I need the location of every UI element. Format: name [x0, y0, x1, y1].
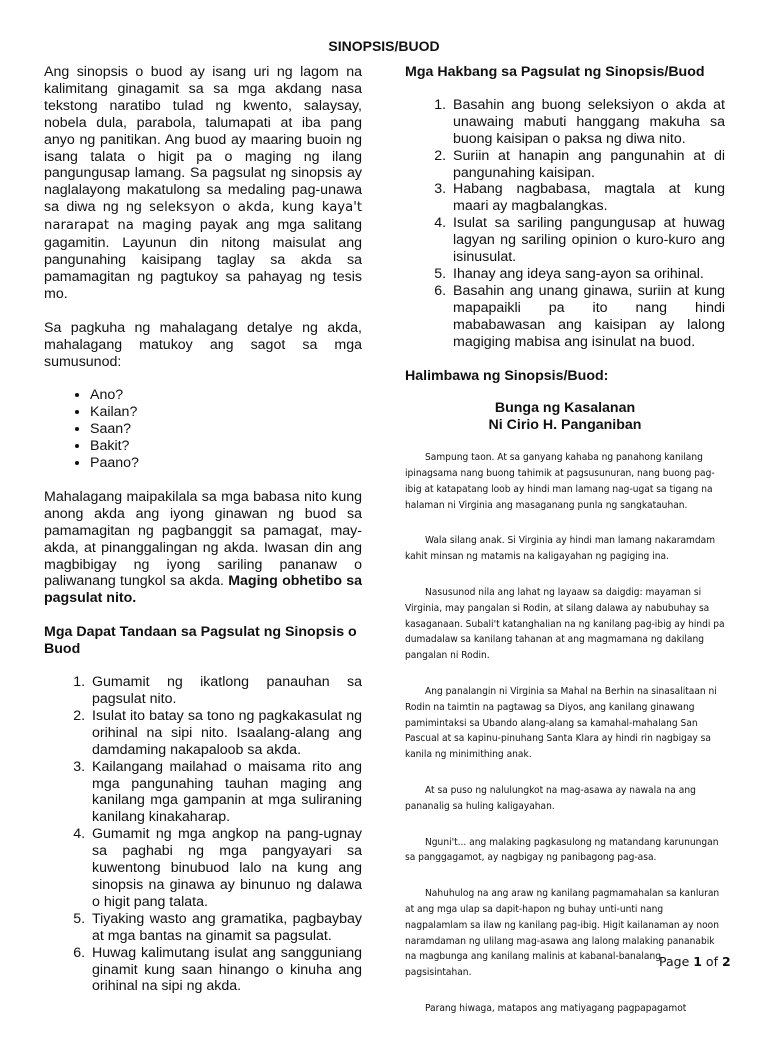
questions-list [44, 387, 362, 472]
story-paragraph: Nahuhulog na ang araw ng kanilang pagmamahalan sa kanluran at ang mga ulap sa dapit-hapon ng buhay unti-unti nang nagpalamlam sa ilaw ng kanilang pag-ibig. Higit kailanaman ay noon naramdaman ng ulilang mag-asawa ang lalong malaking pananabik na magbunga ang kanilang malinis at kabanal-banalang pagsisintahan. [405, 888, 720, 979]
list-item: • Saan? [90, 421, 362, 438]
section-heading-reminders: Mga Dapat Tandaan sa Pagsulat ng Sinopsis o Buod [44, 624, 357, 658]
list-item: 2. Isulat ito batay sa tono ng pagkakasulat ng orihinal na sipi nito. Isaalang-alang ang damdaming nakapaloob sa akda. [89, 708, 362, 759]
story-paragraph: Ang panalangin ni Virginia sa Mahal na Berhin na sinasalitaan ni Rodin na taimtin na pagtawag sa Diyos, ang kanilang ginawang pamimintaksi sa Ubando alang-alang sa kamahal-mahalang San Pascual at sa kapinu-pinuhang Santa Klara ay hindi rin nagbigay sa kanila ng minimithing anak. [405, 685, 717, 761]
page-title: SINOPSIS/BUOD [328, 38, 440, 54]
details-paragraph: Sa pagkuha ng mahalagang detalye ng akda, mahalagang matukoy ang sagot sa mga sumusunod: [44, 319, 362, 370]
story-paragraph: Nasusunod nila ang lahat ng layaaw sa daigdig: mayaman si Virginia, may pangalan si Rodin, at silang dalawa ay nabubuhay sa kasaganaan. Subali't katanghalian na ng kanilang pag-ibig ay hindi pa dumadalaw sa kanilang tahanan at ang magmamana ng dakilang pangalan ni Rodin. [405, 587, 725, 662]
steps-list [405, 97, 725, 351]
intro-mixed-font-line: seleksyon o akda, kung kaya't nararapat na maging [44, 200, 362, 234]
list-item: 3. Habang nagbabasa, magtala at kung maari ay magbalangkas. [450, 181, 725, 215]
list-item: 3. Kailangang mailahad o maisama rito ang mga pangunahing tauhan maging ang kanilang mga gampanin at mga suliraning kanilang kinakaharap. [89, 759, 362, 827]
section-heading-steps: Mga Hakbang sa Pagsulat ng Sinopsis/Buod [405, 64, 705, 80]
list-item: 6. Basahin ang unang ginawa, suriin at kung mapapaikli pa ito nang hindi mababawasan ang kaisipan ay lalong magiging mabisa ang isinulat na buod. [450, 283, 725, 351]
story-title: Bunga ng Kasalanan [494, 400, 636, 417]
list-item: • Ano? [90, 387, 362, 404]
list-item: 6. Huwag kalimutang isulat ang sangguniang ginamit kung saan hinango o kinuha ang orihinal na sipi ng akda. [89, 945, 362, 996]
right-column [405, 64, 725, 1037]
story-paragraph: Parang hiwaga, matapos ang matiyagang pagpapagamot [425, 1002, 687, 1014]
reminders-list [44, 674, 362, 995]
left-column [44, 64, 362, 1012]
list-item: 1. Basahin ang buong seleksiyon o akda at unawaing mabuti hanggang makuha sa buong kaisipan o paksa ng diwa nito. [450, 97, 725, 148]
list-item: 5. Tiyaking wasto ang gramatika, pagbaybay at mga bantas na ginamit sa pagsulat. [89, 911, 362, 945]
list-item: 5. Ihanay ang ideya sang-ayon sa orihinal. [450, 266, 725, 283]
story-paragraph: Wala silang anak. Si Virginia ay hindi man lamang nakaramdam kahit minsan ng matamis na kaligayahan ng pagiging ina. [405, 535, 716, 563]
story-text [405, 450, 725, 1017]
list-item: 4. Gumamit ng mga angkop na pang-ugnay sa paghabi ng mga pangyayari sa kuwentong binubuod lalo na kung ang sinopsis na ginawa ay binunuo ng dalawa o higit pang talata. [89, 826, 362, 911]
intro-paragraph: Ang sinopsis o buod ay isang uri ng lagom na kalimitang ginagamit sa sa mga akdang nasa tekstong naratibo tulad ng kwento, salaysay, nobela dula, parabola, talumapati at iba pang anyo ng panitikan. Ang buod ay maaring buoin ng isang talata o higit pa o maging ng ilang pangungusap lamang. Sa pagsulat ng sinopsis ay naglalayong makatulong sa medaling pag-unawa sa diwa ng ng seleksyon o akda, kung kaya't nararapat na maging payak ang mga salitang gagamitin. Layunun din nitong maisulat ang pangunahing kaisipang taglay sa akda sa pamamagitan ng pagtukoy sa pahayag ng tesis mo. [44, 64, 362, 302]
story-paragraph: Nguni't... ang malaking pagkasulong ng matandang karunungan sa panggagamot, ay nagbigay ng panibagong pag-asa. [405, 836, 719, 864]
list-item: • Bakit? [90, 438, 362, 455]
objective-note: Maging obhetibo sa pagsulat nito. [44, 573, 362, 607]
story-author: Ni Cirio H. Panganiban [488, 417, 642, 434]
introduce-paragraph: Mahalagang maipakilala sa mga babasa nito kung anong akda ang iyong ginawan ng buod sa pamamagitan ng pagbanggit sa pamagat, may-akda, at pinanggalingan ng akda. Iwasan din ang magbibigay ng iyong sariling pananaw o paliwanang tungkol sa akda. Maging obhetibo sa pagsulat nito. [44, 488, 362, 607]
list-item: 2. Suriin at hanapin ang pangunahin at di pangunahing kaisipan. [450, 148, 725, 182]
page-number: Page 1 of 2 [659, 954, 731, 969]
list-item: 1. Gumamit ng ikatlong panauhan sa pagsulat nito. [89, 674, 362, 708]
section-heading-example: Halimbawa ng Sinopsis/Buod: [405, 367, 609, 384]
list-item: 4. Isulat sa sariling pangungusap at huwag lagyan ng sariling opinion o kuro-kuro ang isinusulat. [450, 215, 725, 266]
story-paragraph: Sampung taon. At sa ganyang kahaba ng panahong kanilang ipinagsama nang buong tahimik at pagsusunuran, nang buong pag-ibig at katapatang loob ay hindi man lamang nag-ugat sa tigang na halaman ni Virginia ang masaganang punla ng sangkatauhan. [405, 452, 715, 511]
list-item: • Paano? [90, 455, 362, 472]
list-item: • Kailan? [90, 404, 362, 421]
story-paragraph: At sa puso ng nalulungkot na mag-asawa ay nawala na ang pananalig sa huling kaligayahan. [405, 784, 696, 812]
